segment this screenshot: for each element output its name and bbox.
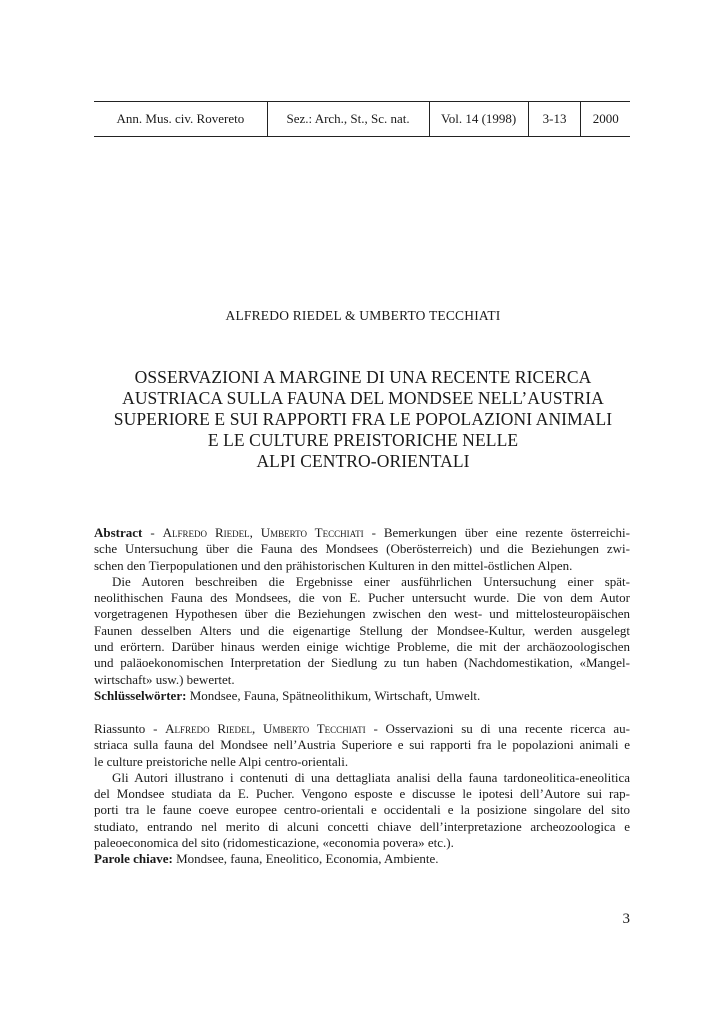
authors-line: ALFREDO RIEDEL & UMBERTO TECCHIATI: [225, 308, 501, 323]
riassunto-line-text: - Osservazioni su di una recente ricerca au-: [365, 721, 630, 736]
abstract-line: Die Autoren beschreiben die Ergebnisse einer ausführlichen Untersuchung einer spät-: [112, 573, 630, 589]
keywords-text: Mondsee, Fauna, Spätneolithikum, Wirtschaft, Umwelt.: [186, 687, 481, 703]
riassunto-section: [94, 721, 630, 868]
article-title: [70, 367, 656, 472]
header-section: Sez.: Arch., St., Sc. nat.: [268, 102, 430, 136]
riassunto-line: porti tra le faune coeve europee centro-orientali e occidentali e la posizione singolare del sito: [94, 802, 630, 818]
riassunto-line: le culture preistoriche nelle Alpi centro-orientali.: [94, 753, 349, 769]
header-year: 2000: [592, 111, 619, 126]
riassunto-line: paleoeconomica del sito (ridomesticazione, «economia povera» etc.).: [94, 835, 454, 851]
title-line: E LE CULTURE PREISTORICHE NELLE: [207, 430, 519, 450]
title-line: AUSTRIACA SULLA FAUNA DEL MONDSEE NELL’AUSTRIA: [122, 388, 604, 408]
abstract-authors: Alfredo Riedel, Umberto Tecchiati: [162, 525, 364, 540]
title-line: SUPERIORE E SUI RAPPORTI FRA LE POPOLAZIONI ANIMALI: [113, 409, 613, 429]
abstract-line: Faunen desselben Alters und die eigenartige Stellung der Mondsee-Kultur, werden ausgelegt: [94, 622, 630, 638]
abstract-line-text: - Bemerkungen über eine rezente österreichi-: [363, 525, 630, 540]
keywords-text: Mondsee, fauna, Eneolitico, Economia, Ambiente.: [172, 851, 439, 867]
abstract-separator: -: [142, 525, 163, 540]
abstract-line: schen den Tierpopulationen und den prähistorischen Kulturen in den mittel-östlichen Alpen.: [94, 557, 573, 573]
title-line: ALPI CENTRO-ORIENTALI: [256, 451, 470, 471]
abstract-line: sche Untersuchung über die Fauna des Mondsees (Oberösterreich) und die Beziehungen zwi-: [94, 541, 630, 557]
keywords-label: Parole chiave:: [94, 851, 173, 867]
riassunto-line: studiato, entrando nel merito di alcuni concetti chiave dell’interpretazione archeozoologica e: [94, 818, 630, 834]
header-pages: 3-13: [529, 102, 582, 136]
riassunto-line: Gli Autori illustrano i contenuti di una dettagliata analisi della fauna tardoneolitica-eneolitica: [112, 769, 630, 785]
abstract-section: [94, 525, 630, 704]
riassunto-keywords: [94, 851, 630, 867]
riassunto-authors: Alfredo Riedel, Umberto Tecchiati: [165, 721, 366, 736]
journal-header-table: [94, 101, 630, 137]
riassunto-first-line: [94, 721, 630, 737]
abstract-line: und erörtern. Darüber hinaus werden einige wichtige Probleme, die mit der archäozoologischen: [94, 639, 630, 655]
abstract-label: Abstract: [94, 525, 143, 540]
page-number: 3: [622, 911, 630, 927]
riassunto-label: Riassunto: [94, 721, 146, 736]
abstract-line: wirtschaft» usw.) bewertet.: [94, 671, 235, 687]
riassunto-line: striaca sulla fauna del Mondsee nell’Austria Superiore e sui rapporti fra le popolazioni animali e: [94, 737, 630, 753]
abstract-keywords: [94, 688, 630, 704]
abstract-line: vorgetragenen Hypothesen über die Beziehungen zwischen den west- und mittelosteuropäischen: [94, 606, 630, 622]
keywords-label: Schlüsselwörter:: [94, 687, 187, 703]
riassunto-line: del Mondsee studiata da E. Pucher. Vengono esposte e discusse le ipotesi dell’Autore sui rap-: [94, 786, 630, 802]
riassunto-separator: -: [145, 721, 166, 736]
abstract-line: und paläoekonomischen Interpretation der Siedlung zu tun haben (Nachdomestikation, «Mangel-: [94, 655, 630, 671]
header-journal: Ann. Mus. civ. Rovereto: [94, 102, 268, 136]
abstract-line: neolithischen Fauna des Mondsees, die von E. Pucher untersucht wurde. Die von dem Autor: [94, 590, 630, 606]
abstract-first-line: [94, 525, 630, 541]
header-volume: Vol. 14 (1998): [430, 102, 529, 136]
title-line: OSSERVAZIONI A MARGINE DI UNA RECENTE RICERCA: [134, 367, 592, 387]
